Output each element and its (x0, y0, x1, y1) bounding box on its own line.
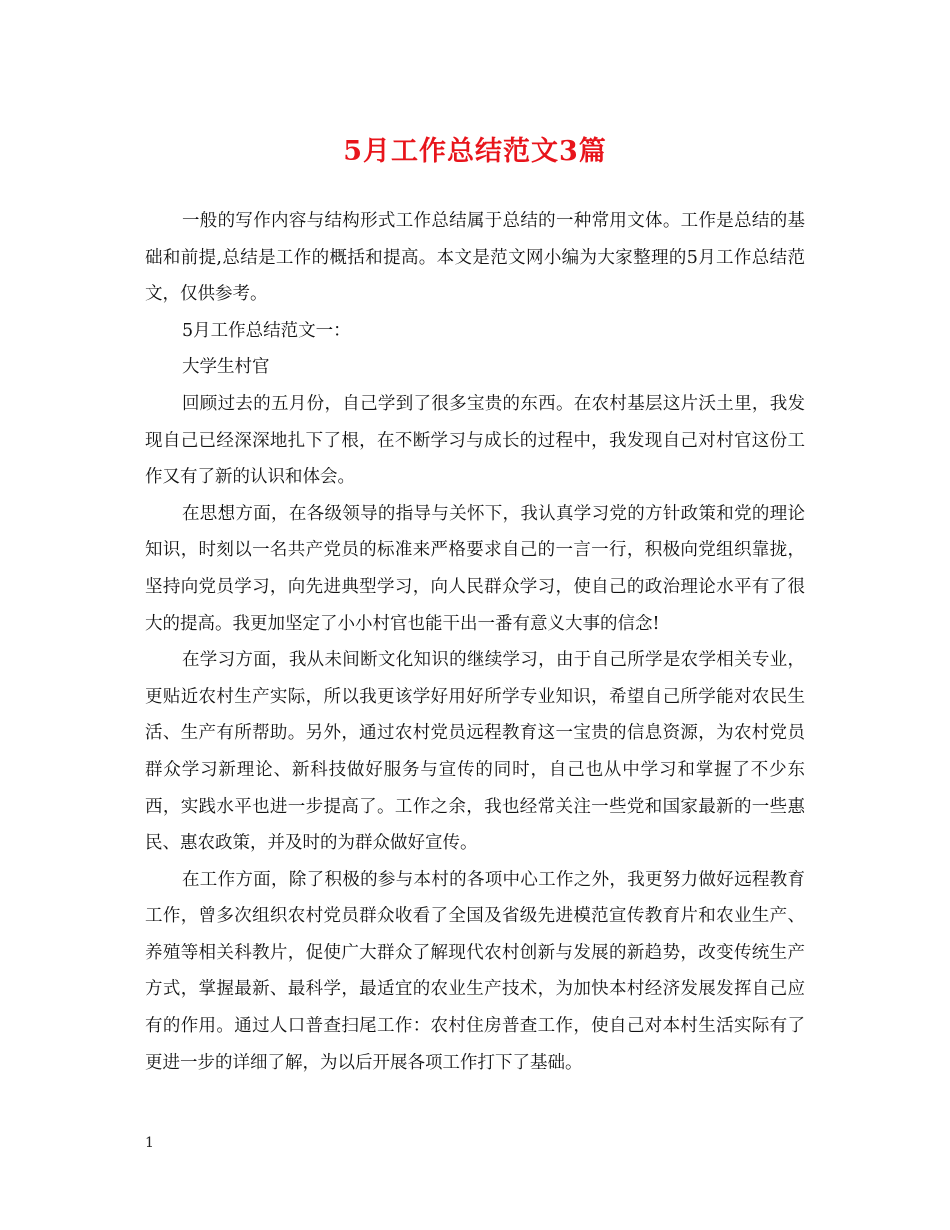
work-paragraph: 在工作方面，除了积极的参与本村的各项中心工作之外，我更努力做好远程教育工作，曾多次组织农村党员群众收看了全国及省级先进模范宣传教育片和农业生产、养殖等相关科教片，促使广大群众了解现代农村创新与发展的新趋势，改变传统生产方式，掌握最新、最科学，最适宜的农业生产技术，为加快本村经济发展发挥自己应有的作用。通过人口普查扫尾工作：农村住房普查工作，使自己对本村生活实际有了更进一步的详细了解，为以后开展各项工作打下了基础。 (145, 869, 805, 1073)
section-heading: 5月工作总结范文一： (182, 320, 351, 341)
thought-paragraph: 在思想方面，在各级领导的指导与关怀下，我认真学习党的方针政策和党的理论知识，时刻以一名共产党员的标准来严格要求自己的一言一行，积极向党组织靠拢，坚持向党员学习，向先进典型学习，向人民群众学习，使自己的政治理论水平有了很大的提高。我更加坚定了小小村官也能干出一番有意义大事的信念! (145, 503, 805, 634)
document-title: 5月工作总结范文3篇 (343, 136, 607, 167)
document-body (145, 203, 805, 1081)
intro-paragraph: 一般的写作内容与结构形式工作总结属于总结的一种常用文体。工作是总结的基础和前提,总结是工作的概括和提高。本文是范文网小编为大家整理的5月工作总结范文，仅供参考。 (145, 211, 805, 305)
review-paragraph: 回顾过去的五月份，自己学到了很多宝贵的东西。在农村基层这片沃土里，我发现自己已经深深地扎下了根，在不断学习与成长的过程中，我发现自己对村官这份工作又有了新的认识和体会。 (145, 393, 805, 488)
page-number: 1 (145, 1135, 154, 1151)
subheading: 大学生村官 (182, 357, 270, 378)
study-paragraph: 在学习方面，我从未间断文化知识的继续学习，由于自己所学是农学相关专业，更贴近农村生产实际，所以我更该学好用好所学专业知识，希望自己所学能对农民生活、生产有所帮助。另外，通过农村党员远程教育这一宝贵的信息资源，为农村党员群众学习新理论、新科技做好服务与宣传的同时，自己也从中学习和掌握了不少东西，实践水平也进一步提高了。工作之余，我也经常关注一些党和国家最新的一些惠民、惠农政策，并及时的为群众做好宣传。 (145, 650, 805, 854)
